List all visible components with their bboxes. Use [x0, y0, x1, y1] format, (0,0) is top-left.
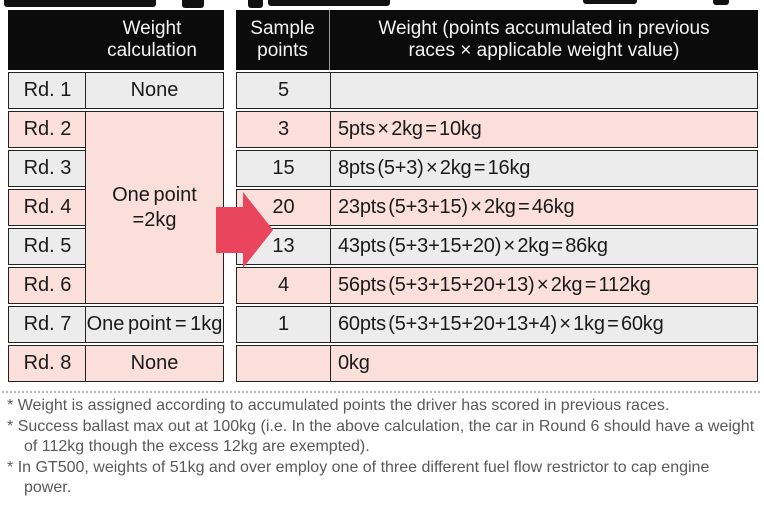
footnote-marker: *	[7, 417, 14, 435]
footnote-text: Weight is assigned according to accumulated points the driver has scored in previous races.	[17, 397, 670, 414]
weight-formula-cell	[331, 346, 757, 381]
round-cell-rd4	[8, 189, 86, 226]
round-label: Rd. 1	[23, 79, 72, 101]
sample-weight-header	[236, 10, 758, 70]
red-arrow-head	[243, 192, 273, 268]
round-label: Rd. 3	[23, 157, 72, 179]
table-row	[236, 345, 758, 382]
calc-label: One point = 1kg	[86, 313, 223, 335]
weight-formula-value: 43pts (5+3+15+20) × 2kg = 86kg	[338, 235, 608, 257]
round-label: Rd. 8	[23, 352, 72, 374]
calc-cell-rd1	[85, 72, 224, 109]
table-row	[236, 72, 758, 109]
weight-formula-cell	[331, 307, 757, 342]
cropped-title-fragment	[4, 0, 156, 7]
dotted-separator	[2, 391, 760, 393]
weight-formula-value: 0kg	[338, 352, 370, 374]
cropped-title-fragment	[182, 0, 204, 8]
calc-label-line2: =2kg	[132, 208, 177, 231]
weight-formula-header-cell	[330, 10, 758, 70]
calc-cell-rd8	[85, 345, 224, 382]
round-label: Rd. 2	[23, 118, 72, 140]
weight-formula-value: 60pts (5+3+15+20+13+4) × 1kg = 60kg	[338, 313, 664, 335]
sample-points-value: 15	[272, 157, 295, 179]
footnote-text: Success ballast max out at 100kg (i.e. In the above calculation, the car in Round 6 should have a weight of 112kg though the excess 12kg are exempted).	[17, 417, 755, 455]
footnote-marker: *	[7, 397, 14, 414]
footnote	[7, 458, 759, 499]
sample-points-cell	[237, 268, 331, 303]
table-row	[236, 111, 758, 148]
round-cell-rd8	[8, 345, 86, 382]
round-cell-rd2	[8, 111, 86, 148]
weight-formula-cell	[331, 190, 757, 225]
table-row	[236, 150, 758, 187]
table-row	[236, 189, 758, 226]
sample-weight-table	[236, 10, 758, 392]
weight-formula-value: 56pts (5+3+15+20+13) × 2kg = 112kg	[338, 274, 651, 296]
weight-formula-value: 5pts × 2kg = 10kg	[338, 118, 482, 140]
weight-formula-cell	[331, 268, 757, 303]
calc-label-line1: One point	[112, 183, 197, 206]
weight-formula-cell	[331, 151, 757, 186]
footnote	[7, 417, 759, 458]
round-label: Rd. 7	[23, 313, 72, 335]
round-cell-rd6	[8, 267, 86, 304]
red-arrow-stem	[216, 207, 243, 253]
calc-label: None	[130, 79, 179, 101]
weight-formula-value: 23pts (5+3+15) × 2kg = 46kg	[338, 196, 575, 218]
weight-formula-cell	[331, 229, 757, 264]
footnote-text: In GT500, weights of 51kg and over employ one of three different fuel flow restrictor to cap engine power.	[17, 458, 710, 496]
sample-points-value: 4	[277, 274, 290, 296]
cropped-title-fragment	[713, 0, 729, 5]
sample-points-cell	[237, 346, 331, 381]
sample-points-header-cell	[236, 10, 330, 70]
sample-points-value: 5	[277, 79, 290, 101]
sample-points-value: 13	[272, 235, 295, 257]
sample-points-header-label: Sample points	[250, 18, 315, 61]
round-label: Rd. 5	[23, 235, 72, 257]
weight-formula-cell	[331, 112, 757, 147]
round-cell-rd5	[8, 228, 86, 265]
weight-formula-value: 8pts (5+3) × 2kg = 16kg	[338, 157, 531, 179]
cropped-title-fragment	[268, 0, 390, 6]
round-cell-rd7	[8, 306, 86, 343]
sample-points-cell	[237, 307, 331, 342]
weight-formula-header-label: Weight (points accumulated in previous races × applicable weight value)	[378, 18, 710, 61]
round-cell-rd1	[8, 72, 86, 109]
round-label: Rd. 4	[23, 196, 72, 218]
weight-formula-cell	[331, 73, 757, 108]
table-row	[236, 306, 758, 343]
sample-points-value: 3	[277, 118, 290, 140]
calc-cell-rd7	[85, 306, 224, 343]
sample-points-value: 20	[272, 196, 295, 218]
calc-cell-rd2-6-merged	[85, 111, 224, 304]
footnotes	[7, 396, 759, 499]
calc-label: None	[130, 352, 179, 374]
table-row	[236, 267, 758, 304]
cropped-title-fragment	[583, 0, 637, 4]
sample-points-cell	[237, 151, 331, 186]
weight-calculation-header	[8, 10, 224, 70]
footnote-marker: *	[7, 458, 14, 476]
cropped-title-fragment	[248, 0, 263, 8]
weight-calculation-table	[8, 10, 224, 392]
round-cell-rd3	[8, 150, 86, 187]
round-label: Rd. 6	[23, 274, 72, 296]
sample-points-value: 1	[277, 313, 290, 335]
weight-calculation-header-label: Weight calculation	[107, 18, 197, 61]
footnote	[7, 396, 759, 417]
table-row	[236, 228, 758, 265]
sample-points-cell	[237, 112, 331, 147]
sample-points-cell	[237, 73, 331, 108]
